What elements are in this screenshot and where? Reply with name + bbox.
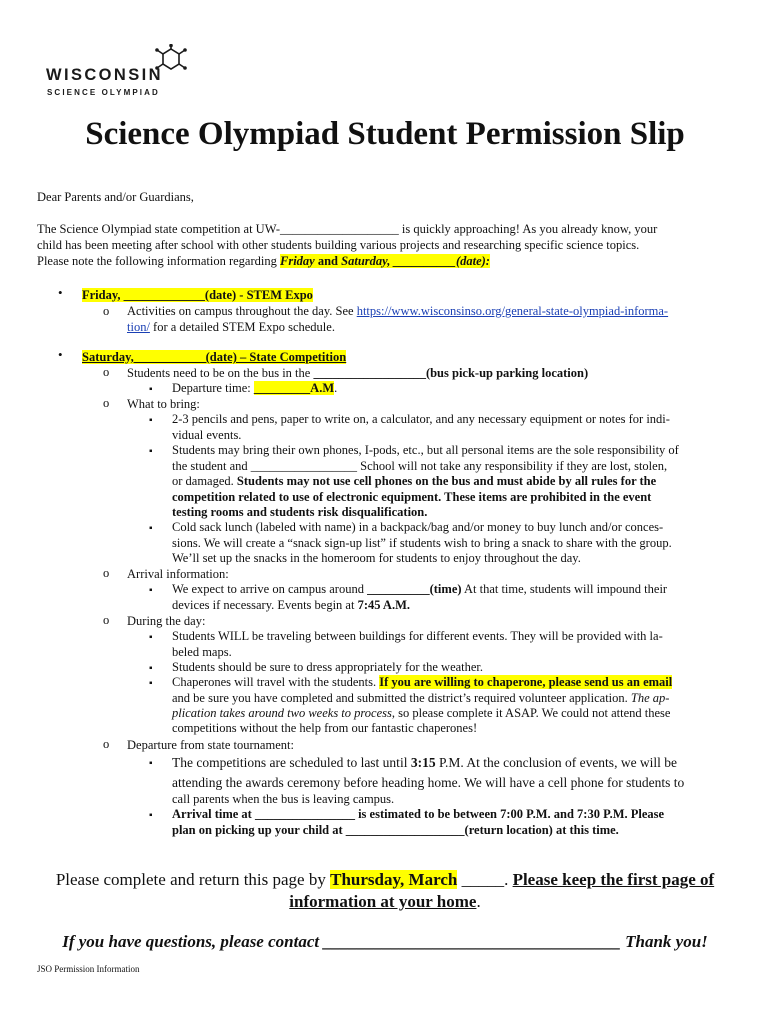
page-title: Science Olympiad Student Permission Slip [85, 116, 685, 152]
dep-item-2-b: plan on picking up your child at ___________________(return location) at this time. [172, 823, 619, 837]
square-bullet-icon: ▪ [149, 758, 153, 769]
square-bullet-icon: ▪ [149, 446, 153, 457]
square-bullet-icon: ▪ [149, 678, 153, 689]
logo-text-science-olympiad: SCIENCE OLYMPIAD [47, 88, 160, 97]
during-item-3-c [172, 706, 737, 722]
during-item-3-c-italic: plication takes around two weeks to process [172, 706, 392, 720]
departure-pre: Departure time: [172, 381, 254, 395]
return-instructions-line-2 [40, 891, 730, 913]
chaperone-request: If you are willing to chaperone, please send us an email [379, 675, 673, 689]
arrival-b-bold: 7:45 A.M. [357, 598, 411, 612]
friday-activities-line-2 [127, 320, 335, 336]
friday-activities-pre: Activities on campus throughout the day. See [127, 304, 357, 318]
circle-bullet-icon: o [103, 365, 110, 379]
return-pre: Please complete and return this page by [55, 870, 331, 889]
return-instructions [40, 869, 730, 891]
bus-blank: __________________ [313, 366, 426, 380]
circle-bullet-icon: o [103, 304, 110, 318]
what-to-bring-label: What to bring: [127, 397, 200, 411]
during-label: During the day: [127, 614, 206, 628]
during-item-1-b: beled maps. [172, 645, 232, 659]
during-item-3-d: competitions without the help from our fantastic chaperones! [172, 721, 478, 735]
friday-heading [82, 288, 313, 304]
square-bullet-icon: ▪ [149, 810, 153, 821]
during-item-1-a: Students WILL be traveling between buildings for different events. They will be provided with la- [172, 629, 663, 643]
questions-contact [40, 931, 730, 953]
bring-item-2-e: testing rooms and students risk disqualification. [172, 505, 428, 519]
stem-expo-link[interactable]: https://www.wisconsinso.org/general-state-olympiad-informa- [356, 304, 669, 318]
dep-item-2-a: Arrival time at ________________ is estimated to be between 7:00 P.M. and 7:30 P.M. Please [172, 807, 665, 821]
return-date: Thursday, March [330, 870, 458, 889]
during-item-3-b-italic: The ap- [630, 691, 670, 705]
questions-post: Thank you! [620, 932, 708, 951]
dep-item-1-c: call parents when the bus is leaving campus. [172, 792, 395, 806]
questions-blank: ___________________________________ [323, 932, 621, 951]
circle-bullet-icon: o [103, 737, 110, 751]
arrival-a-post: At that time, students will impound their [461, 582, 668, 596]
bring-item-3-c: We’ll set up the snacks in the homeroom for students to enjoy throughout the day. [172, 551, 581, 565]
saturday-date-label: Saturday, __________(date): [341, 254, 490, 268]
stem-expo-link-continued[interactable]: tion/ [127, 320, 150, 334]
friday-heading-text: Friday, _____________(date) - STEM Expo [82, 288, 313, 302]
dep-item-1-a [172, 754, 737, 772]
circle-bullet-icon: o [103, 396, 110, 410]
intro-line-2: child has been meeting after school with other students building various projects and researching specific science topics. [37, 238, 640, 252]
arrival-a-pre: We expect to arrive on campus around [172, 582, 368, 596]
bring-item-1-a: 2-3 pencils and pens, paper to write on, a calculator, and any necessary equipment or notes for indi- [172, 412, 670, 426]
arrival-label: Arrival information: [127, 567, 229, 581]
square-bullet-icon: ▪ [149, 523, 153, 534]
friday-activities-post: for a detailed STEM Expo schedule. [149, 320, 335, 334]
square-bullet-icon: ▪ [149, 415, 153, 426]
friday-activities [127, 304, 737, 320]
dep-item-1-b: attending the awards ceremony before heading home. We will have a cell phone for students to [172, 775, 685, 790]
bring-item-3-b: sions. We will create a “snack sign-up list” if students wish to bring a snack to share with the group. [172, 536, 672, 550]
saturday-heading-text: Saturday, ___________(date) – State Competition [82, 350, 347, 364]
dep-item-1-a-pre: The competitions are scheduled to last until [172, 755, 411, 770]
bring-item-2-c-bold: Students may not use cell phones on the bus and must abide by all rules for the [236, 474, 657, 488]
bus-post: (bus pick-up parking location) [425, 366, 589, 380]
dep-item-1-a-bold: 3:15 [410, 755, 436, 770]
square-bullet-icon: ▪ [149, 384, 153, 395]
bring-item-3-a: Cold sack lunch (labeled with name) in a backpack/bag and/or money to buy lunch and/or conces- [172, 520, 664, 534]
during-item-2: Students should be sure to dress appropriately for the weather. [172, 660, 484, 674]
intro-line-1: The Science Olympiad state competition at UW-___________________ is quickly approaching! As you already know, your [37, 222, 658, 236]
footer-text: JSO Permission Information [37, 964, 140, 974]
arrival-line-a [172, 582, 737, 598]
bring-item-2-c-pre: or damaged. [172, 474, 237, 488]
circle-bullet-icon: o [103, 613, 110, 627]
during-item-3-a [172, 675, 737, 691]
bring-item-2-b: the student and _________________ School will not take any responsibility if they are lost, stolen, [172, 459, 668, 473]
keep-at-home: information at your home [289, 892, 477, 911]
bus-pre: Students need to be on the bus in the [127, 366, 314, 380]
departure-time [172, 381, 737, 397]
intro-line-3 [37, 254, 490, 270]
bring-item-2-a: Students may bring their own phones, I-pods, etc., but all personal items are the sole responsibility of [172, 443, 679, 457]
circle-bullet-icon: o [103, 566, 110, 580]
departure-dot: . [334, 381, 338, 395]
bring-item-2-d: competition related to use of electronic equipment. These items are prohibited in the event [172, 490, 652, 504]
friday-label: Friday [280, 254, 315, 268]
during-item-3-b [172, 691, 737, 707]
intro-line-3-pre: Please note the following information regarding [37, 254, 280, 268]
bullet-icon: • [58, 285, 63, 300]
greeting: Dear Parents and/or Guardians, [37, 190, 194, 204]
wisconsin-science-olympiad-logo [46, 44, 196, 106]
departure-label: Departure from state tournament: [127, 738, 294, 752]
return-dot: . [504, 870, 513, 889]
arrival-b-pre: devices if necessary. Events begin at [172, 598, 358, 612]
bring-item-2-c [172, 474, 737, 490]
bring-item-1-b: vidual events. [172, 428, 242, 442]
square-bullet-icon: ▪ [149, 632, 153, 643]
square-bullet-icon: ▪ [149, 663, 153, 674]
return-blank: _____ [457, 870, 505, 889]
during-item-3-b-text: and be sure you have completed and submitted the district’s required volunteer application. [172, 691, 631, 705]
during-item-3-pre: Chaperones will travel with the students. [172, 675, 380, 689]
during-item-3-c-post: , so please complete it ASAP. We could not attend these [391, 706, 671, 720]
bus-location [127, 366, 588, 382]
questions-pre: If you have questions, please contact [62, 932, 324, 951]
keep-first-page: Please keep the first page of [512, 870, 715, 889]
dep-item-1-a-post: P.M. At the conclusion of events, we will be [435, 755, 678, 770]
keep-dot: . [476, 892, 481, 911]
arrival-line-b [172, 598, 737, 614]
arrival-a-bold: __________(time) [367, 582, 462, 596]
bullet-icon: • [58, 347, 63, 362]
and-label: and [314, 254, 342, 268]
departure-value: _________A.M [253, 381, 335, 395]
saturday-heading [82, 350, 346, 366]
logo-text-wisconsin: WISCONSIN [46, 66, 163, 84]
square-bullet-icon: ▪ [149, 585, 153, 596]
